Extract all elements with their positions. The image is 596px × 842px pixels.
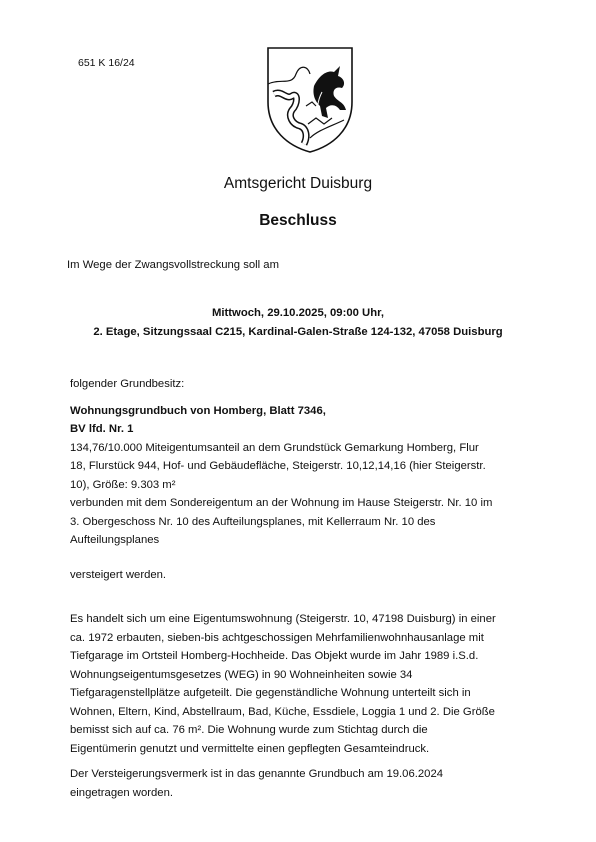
- property-register: Wohnungsgrundbuch von Homberg, Blatt 7346,: [70, 404, 326, 417]
- property-description-line: Aufteilungsplanes: [70, 534, 160, 546]
- intro-text: Im Wege der Zwangsvollstreckung soll am: [67, 259, 280, 271]
- details-line: bemisst sich auf ca. 76 m². Die Wohnung wurde zum Stichtag durch die: [70, 724, 428, 736]
- property-description-line: 134,76/10.000 Miteigentumsanteil an dem Grundstück Gemarkung Homberg, Flur: [70, 441, 479, 454]
- register-note-line: eingetragen worden.: [70, 786, 174, 799]
- property-section: [70, 375, 540, 550]
- property-item-number: BV lfd. Nr. 1: [70, 423, 134, 435]
- file-number: 651 K 16/24: [78, 57, 135, 69]
- details-paragraph: [70, 610, 540, 758]
- register-note-paragraph: [70, 765, 540, 802]
- document-title: Beschluss: [259, 212, 337, 229]
- details-line: Eigentümerin genutzt und vermittelte einen gepflegten Gesamteindruck.: [70, 742, 430, 755]
- auction-closing: [70, 566, 540, 585]
- appointment-location: 2. Etage, Sitzungssaal C215, Kardinal-Galen-Straße 124-132, 47058 Duisburg: [93, 326, 503, 338]
- register-note-line: Der Versteigerungsvermerk ist in das genannte Grundbuch am 19.06.2024: [70, 768, 444, 780]
- property-description-line: verbunden mit dem Sondereigentum an der Wohnung im Hause Steigerstr. Nr. 10 im: [70, 497, 493, 509]
- details-line: Es handelt sich um eine Eigentumswohnung (Steigerstr. 10, 47198 Duisburg) in einer: [70, 613, 496, 625]
- closing-text: versteigert werden.: [70, 569, 167, 581]
- court-name: Amtsgericht Duisburg: [223, 175, 373, 192]
- property-lead: folgender Grundbesitz:: [70, 378, 185, 390]
- nrw-coat-of-arms-icon: [262, 44, 358, 156]
- details-line: Tiefgaragenstellplätze aufgeteilt. Die gegenständliche Wohnung unterteilt sich in: [70, 687, 471, 699]
- details-line: Wohnungseigentumsgesetzes (WEG) in 90 Wohneinheiten sowie 34: [70, 668, 413, 681]
- details-line: ca. 1972 erbauten, sieben-bis achtgeschossigen Mehrfamilienwohnhausanlage mit: [70, 631, 484, 644]
- appointment-date: Mittwoch, 29.10.2025, 09:00 Uhr,: [211, 307, 385, 319]
- property-description-line: 10), Größe: 9.303 m²: [70, 478, 176, 491]
- details-line: Wohnen, Eltern, Kind, Abstellraum, Bad, Küche, Essdiele, Loggia 1 und 2. Die Größe: [70, 705, 495, 718]
- property-description-line: 3. Obergeschoss Nr. 10 des Aufteilungsplanes, mit Kellerraum Nr. 10 des: [70, 515, 436, 528]
- property-description-line: 18, Flurstück 944, Hof- und Gebäudefläche, Steigerstr. 10,12,14,16 (hier Steigerstr.: [70, 460, 486, 472]
- details-line: Tiefgarage im Ortsteil Homberg-Hochheide. Das Objekt wurde im Jahr 1989 i.S.d.: [70, 650, 479, 662]
